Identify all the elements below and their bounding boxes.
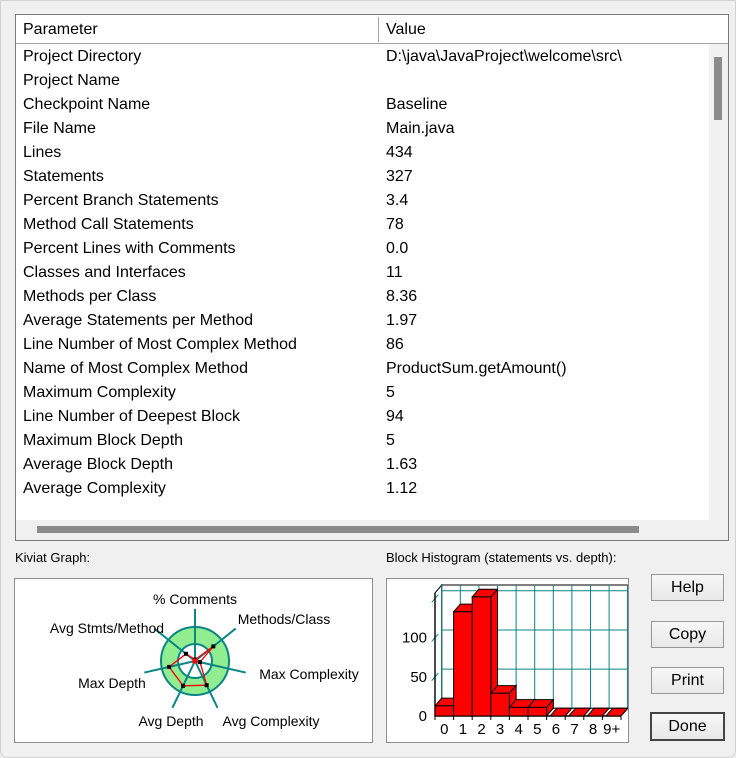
- vertical-scrollbar-thumb[interactable]: [714, 57, 722, 120]
- value-cell: 86: [386, 336, 404, 353]
- kiviat-graph: [14, 578, 373, 743]
- parameter-cell: Percent Branch Statements: [23, 192, 219, 209]
- metrics-table: [15, 14, 729, 541]
- kiviat-axis-label: Avg Complexity: [222, 713, 320, 729]
- value-cell: ProductSum.getAmount(): [386, 360, 567, 377]
- histogram-x-tick-label: 4: [514, 721, 523, 738]
- done-button[interactable]: Done: [650, 712, 725, 741]
- histogram-x-tick-label: 3: [495, 721, 505, 738]
- parameter-cell: Average Block Depth: [23, 456, 174, 473]
- value-cell: 94: [386, 408, 404, 425]
- block-histogram-label: Block Histogram (statements vs. depth):: [386, 550, 617, 565]
- parameter-cell: Maximum Block Depth: [23, 432, 184, 449]
- table-row[interactable]: [16, 141, 708, 165]
- table-row[interactable]: [16, 93, 708, 117]
- value-cell: 11: [386, 264, 403, 281]
- table-row[interactable]: [16, 213, 708, 237]
- histogram-x-tick-label: 6: [551, 721, 561, 738]
- column-header-parameter[interactable]: Parameter: [23, 21, 98, 38]
- value-cell: 0.0: [386, 240, 409, 257]
- table-row[interactable]: [16, 477, 708, 501]
- value-cell: Main.java: [386, 120, 455, 137]
- value-cell: 1.97: [386, 312, 418, 329]
- table-row[interactable]: [16, 333, 708, 357]
- parameter-cell: Line Number of Most Complex Method: [23, 336, 297, 353]
- value-cell: 327: [386, 168, 413, 185]
- kiviat-graph-label: Kiviat Graph:: [15, 550, 91, 565]
- table-row[interactable]: [16, 69, 708, 93]
- parameter-cell: Methods per Class: [23, 288, 157, 305]
- table-header: [16, 15, 728, 44]
- histogram-x-tick-label: 0: [440, 721, 449, 738]
- parameter-cell: Lines: [23, 144, 62, 161]
- table-row[interactable]: [16, 453, 708, 477]
- horizontal-scrollbar-thumb[interactable]: [37, 526, 639, 533]
- column-divider[interactable]: [378, 17, 379, 42]
- kiviat-axis-label: Methods/Class: [237, 611, 331, 627]
- kiviat-axis-label: % Comments: [152, 591, 238, 607]
- parameter-cell: Percent Lines with Comments: [23, 240, 236, 257]
- table-row[interactable]: [16, 285, 708, 309]
- value-cell: 434: [386, 144, 413, 161]
- table-row[interactable]: [16, 261, 708, 285]
- table-row[interactable]: [16, 117, 708, 141]
- parameter-cell: Statements: [23, 168, 104, 185]
- print-button[interactable]: Print: [651, 667, 724, 694]
- value-cell: Baseline: [386, 96, 448, 113]
- parameter-cell: Average Complexity: [23, 480, 166, 497]
- table-row[interactable]: [16, 405, 708, 429]
- parameter-cell: Line Number of Deepest Block: [23, 408, 240, 425]
- table-row[interactable]: [16, 165, 708, 189]
- histogram-x-tick-label: 2: [477, 721, 486, 738]
- value-cell: 5: [386, 432, 395, 449]
- parameter-cell: Name of Most Complex Method: [23, 360, 248, 377]
- value-cell: 1.12: [386, 480, 418, 497]
- value-cell: 5: [386, 384, 395, 401]
- table-row[interactable]: [16, 429, 708, 453]
- parameter-cell: Project Directory: [23, 48, 142, 65]
- column-header-value[interactable]: Value: [386, 21, 426, 38]
- histogram-x-tick-label: 5: [533, 721, 542, 738]
- parameter-cell: Average Statements per Method: [23, 312, 254, 329]
- block-histogram: [386, 578, 629, 743]
- horizontal-scrollbar[interactable]: [16, 520, 728, 540]
- histogram-x-tick-label: 7: [570, 721, 579, 738]
- table-row[interactable]: [16, 45, 708, 69]
- histogram-x-tick-label: 9+: [603, 721, 621, 738]
- parameter-cell: Maximum Complexity: [23, 384, 176, 401]
- value-cell: 78: [386, 216, 404, 233]
- value-cell: 3.4: [386, 192, 409, 209]
- histogram-y-tick-label: 100: [401, 629, 427, 647]
- value-cell: 8.36: [386, 288, 418, 305]
- kiviat-axis-label: Max Depth: [78, 675, 146, 691]
- table-row[interactable]: [16, 381, 708, 405]
- kiviat-axis-label: Avg Depth: [138, 713, 204, 729]
- value-cell: 1.63: [386, 456, 418, 473]
- parameter-cell: Method Call Statements: [23, 216, 194, 233]
- histogram-x-tick-label: 8: [588, 721, 598, 738]
- value-cell: D:\java\JavaProject\welcome\src\: [386, 48, 622, 65]
- help-button[interactable]: Help: [651, 574, 724, 601]
- histogram-y-tick-label: 50: [410, 668, 427, 686]
- kiviat-axis-label: Avg Stmts/Method: [49, 620, 165, 636]
- table-body: [16, 45, 708, 501]
- parameter-cell: File Name: [23, 120, 96, 137]
- kiviat-axis-label: Max Complexity: [259, 666, 359, 682]
- table-row[interactable]: [16, 309, 708, 333]
- vertical-scrollbar[interactable]: [709, 44, 728, 540]
- histogram-x-tick-label: 1: [458, 721, 468, 738]
- table-row[interactable]: [16, 357, 708, 381]
- histogram-y-tick-label: 0: [418, 708, 427, 725]
- parameter-cell: Checkpoint Name: [23, 96, 151, 113]
- copy-button[interactable]: Copy: [651, 621, 724, 648]
- table-row[interactable]: [16, 237, 708, 261]
- parameter-cell: Classes and Interfaces: [23, 264, 186, 281]
- kiviat-chart: [15, 579, 372, 742]
- table-row[interactable]: [16, 189, 708, 213]
- histogram-chart: [387, 579, 628, 742]
- parameter-cell: Project Name: [23, 72, 120, 89]
